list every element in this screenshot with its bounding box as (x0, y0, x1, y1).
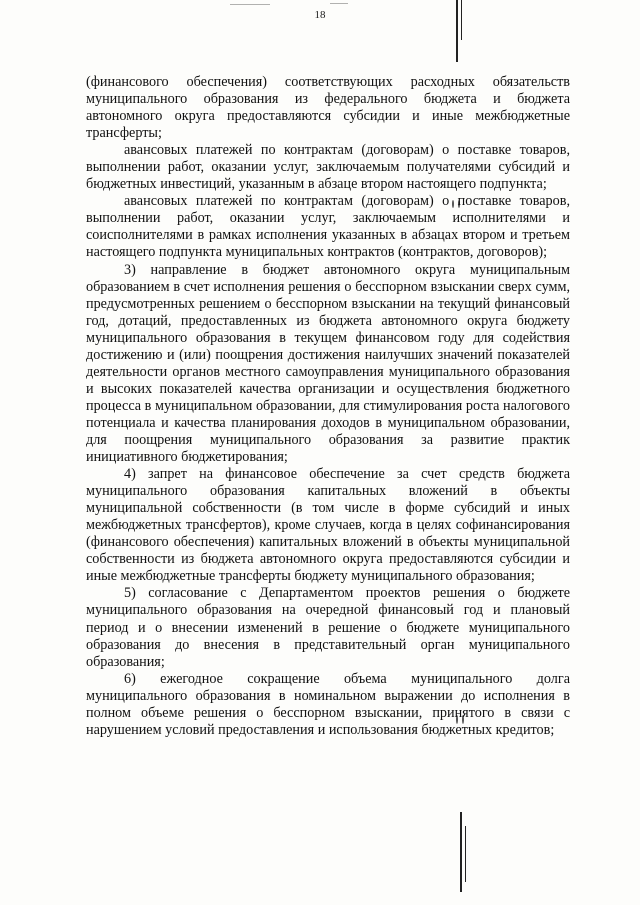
paragraph: 5) согласование с Департаментом проектов решения о бюджете муниципального образования на очередной финансовый год и плановый период и о внесении изменений в решение о бюджете муниципального образования до внесения в представительный орган муниципального образования; (86, 585, 570, 670)
scan-mark (230, 4, 270, 5)
paragraph: 6) ежегодное сокращение объема муниципального долга муниципального образования в номинальном выражении до исполнения в полном объеме решения о бесспорном взыскании, принятого в связи с нарушением условий предоставления и использования бюджетных кредитов; (86, 670, 570, 738)
paragraph: (финансового обеспечения) соответствующих расходных обязательств муниципального образования из федерального бюджета и бюджета автономного округа предоставляются субсидии и иные межбюджетные трансферты; (86, 74, 570, 142)
paragraph: 3) направление в бюджет автономного округа муниципальным образованием в счет исполнения решения о бесспорном взыскании сверх сумм, предусмотренных решением о бесспорном взыскании на текущий финансовый год, дотаций, предоставленных из бюджета автономного округа бюджету муниципального образования в текущем финансовом году для содействия достижению и (или) поощрения достижения наилучших значений показателей деятельности органов местного самоуправления муниципального образования и высоких показателей качества организации и осуществления бюджетного процесса в муниципальном образовании, для стимулирования роста налогового потенциала и качества планирования доходов в муниципальном образовании, для поощрения муниципального образования за развитие практик инициативного бюджетирования; (86, 261, 570, 466)
scan-mark (460, 812, 462, 892)
scan-mark (330, 3, 348, 4)
paragraph: 4) запрет на финансовое обеспечение за счет средств бюджета муниципального образования капитальных вложений в объекты муниципальной собственности (в том числе в форме субсидий и иных межбюджетных трансфертов), кроме случаев, когда в целях софинансирования (финансового обеспечения) капитальных вложений в объекты муниципальной собственности из бюджета автономного округа предоставляются субсидии и иные межбюджетные трансферты бюджету муниципального образования; (86, 466, 570, 585)
paragraph: авансовых платежей по контрактам (договорам) о поставке товаров, выполнении работ, оказании услуг, заключаемым получателями субсидий и бюджетных инвестиций, указанным в абзаце втором настоящего подпункта; (86, 142, 570, 193)
body-text (86, 74, 570, 739)
scan-mark (465, 826, 466, 882)
paragraph: авансовых платежей по контрактам (договорам) о поставке товаров, выполнении работ, оказании услуг, заключаемым исполнителями и соисполнителями в рамках исполнения указанных в абзацах втором и третьем настоящего подпункта муниципальных контрактов (контрактов, договоров); (86, 193, 570, 261)
page-number: 18 (314, 9, 326, 21)
